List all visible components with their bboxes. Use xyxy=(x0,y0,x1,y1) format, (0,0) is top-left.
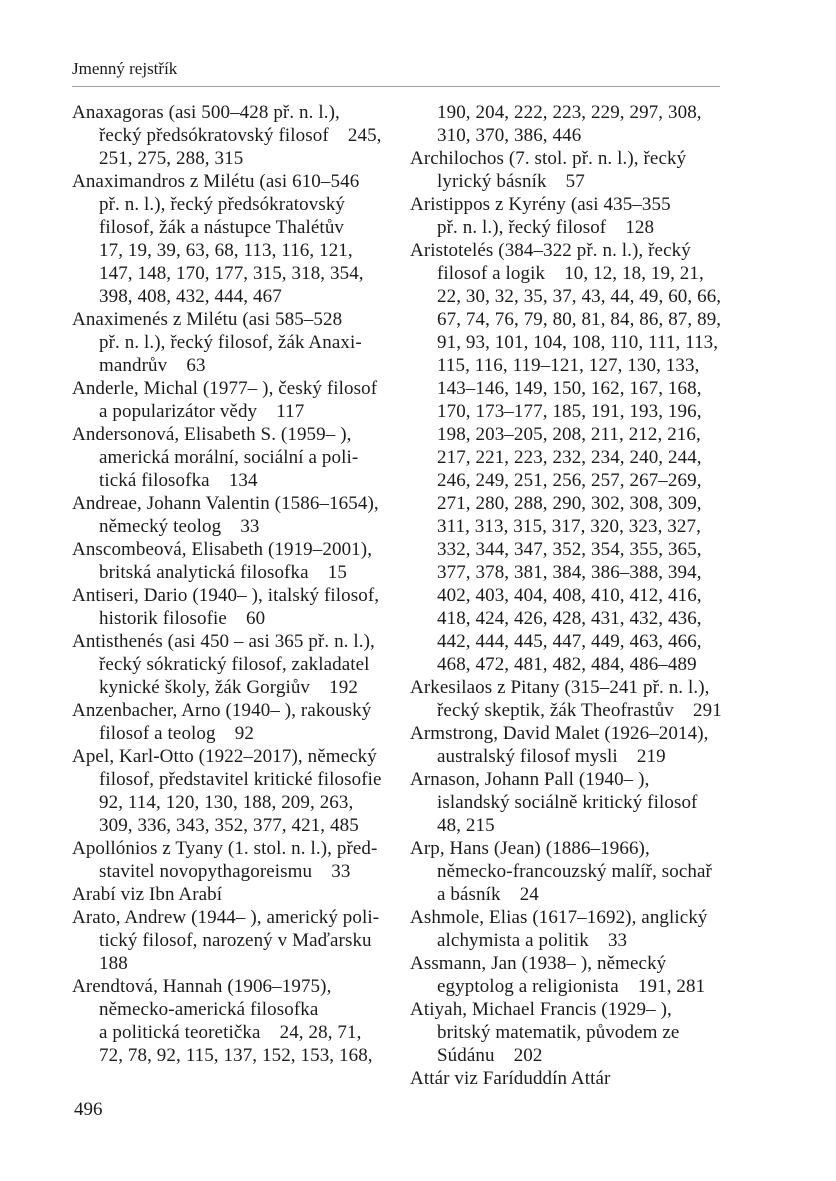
index-entry-line: německo-francouzský malíř, sochař xyxy=(437,861,712,882)
index-entry xyxy=(410,193,750,239)
index-entry-line: 198, 203–205, 208, 211, 212, 216, xyxy=(437,424,701,445)
index-entry-line: 190, 204, 222, 223, 229, 297, 308, xyxy=(437,102,702,123)
index-entry-line: tická filosofka 134 xyxy=(99,470,258,491)
index-entry-line: Andersonová, Elisabeth S. (1959– ), xyxy=(72,424,352,445)
index-entry-line: stavitel novopythagoreismu 33 xyxy=(99,861,351,882)
index-entry-line: 418, 424, 426, 428, 431, 432, 436, xyxy=(437,608,702,629)
index-entry-line: 92, 114, 120, 130, 188, 209, 263, xyxy=(99,792,354,813)
index-entry-line: 377, 378, 381, 384, 386–388, 394, xyxy=(437,562,702,583)
index-entry-line: řecký skeptik, žák Theofrastův 291 xyxy=(437,700,722,721)
index-entry xyxy=(410,768,750,837)
index-entry-line: alchymista a politik 33 xyxy=(437,930,628,951)
header-rule xyxy=(72,86,720,87)
index-entry-line: Aristotelés (384–322 př. n. l.), řecký xyxy=(410,240,691,261)
index-entry-line: 72, 78, 92, 115, 137, 152, 153, 168, xyxy=(99,1045,373,1066)
index-entry-line: 398, 408, 432, 444, 467 xyxy=(99,286,282,307)
index-entry-line: kynické školy, žák Gorgiův 192 xyxy=(99,677,358,698)
index-entry xyxy=(72,699,407,745)
index-entry-line: Antiseri, Dario (1940– ), italský filosof, xyxy=(72,585,380,606)
index-entry xyxy=(72,630,407,699)
index-entry xyxy=(72,101,407,170)
index-entry-line: 468, 472, 481, 482, 484, 486–489 xyxy=(437,654,697,675)
index-entry-line: historik filosofie 60 xyxy=(99,608,266,629)
index-entry-line: Atiyah, Michael Francis (1929– ), xyxy=(410,999,672,1020)
index-entry xyxy=(72,584,407,630)
index-entry-line: Ashmole, Elias (1617–1692), anglický xyxy=(410,907,708,928)
index-entry-line: mandrův 63 xyxy=(99,355,206,376)
index-entry-line: Armstrong, David Malet (1926–2014), xyxy=(410,723,709,744)
index-entry-line: 22, 30, 32, 35, 37, 43, 44, 49, 60, 66, xyxy=(437,286,722,307)
index-entry xyxy=(72,538,407,584)
index-entry xyxy=(410,837,750,906)
index-entry xyxy=(72,975,407,1067)
index-entry-line: filosof a teolog 92 xyxy=(99,723,254,744)
index-entry-line: př. n. l.), řecký filosof 128 xyxy=(437,217,655,238)
index-entry-line: Arato, Andrew (1944– ), americký poli- xyxy=(72,907,380,928)
index-entry-line: 48, 215 xyxy=(437,815,495,836)
index-entry-line: Arnason, Johann Pall (1940– ), xyxy=(410,769,650,790)
index-entry-line: Arp, Hans (Jean) (1886–1966), xyxy=(410,838,650,859)
index-entry-line: řecký předsókratovský filosof 245, xyxy=(99,125,382,146)
index-entry xyxy=(410,147,750,193)
index-entry-line: a básník 24 xyxy=(437,884,539,905)
index-column-left xyxy=(72,101,407,1067)
index-entry-line: a politická teoretička 24, 28, 71, xyxy=(99,1022,362,1043)
index-entry xyxy=(410,676,750,722)
index-entry xyxy=(72,423,407,492)
index-entry-line: 251, 275, 288, 315 xyxy=(99,148,244,169)
index-entry-line: 332, 344, 347, 352, 354, 355, 365, xyxy=(437,539,702,560)
index-entry xyxy=(72,308,407,377)
index-entry-line: britský matematik, původem ze xyxy=(437,1022,680,1043)
index-entry-line: egyptolog a religionista 191, 281 xyxy=(437,976,706,997)
index-entry-line: 271, 280, 288, 290, 302, 308, 309, xyxy=(437,493,702,514)
index-entry-line: filosof, žák a nástupce Thalétův xyxy=(99,217,345,238)
index-entry-line: 246, 249, 251, 256, 257, 267–269, xyxy=(437,470,702,491)
index-entry-line: Aristippos z Kyrény (asi 435–355 xyxy=(410,194,671,215)
index-entry xyxy=(72,837,407,883)
index-entry xyxy=(410,906,750,952)
index-entry xyxy=(72,906,407,975)
index-entry-line: 91, 93, 101, 104, 108, 110, 111, 113, xyxy=(437,332,719,353)
index-entry xyxy=(72,377,407,423)
index-entry-line: 147, 148, 170, 177, 315, 318, 354, xyxy=(99,263,364,284)
index-entry-line: islandský sociálně kritický filosof xyxy=(437,792,698,813)
index-entry xyxy=(410,101,750,147)
index-entry-line: Anderle, Michal (1977– ), český filosof xyxy=(72,378,378,399)
index-entry-line: Súdánu 202 xyxy=(437,1045,543,1066)
index-entry-line: Archilochos (7. stol. př. n. l.), řecký xyxy=(410,148,687,169)
index-entry-line: Apollónios z Tyany (1. stol. n. l.), před- xyxy=(72,838,378,859)
index-entry-line: př. n. l.), řecký filosof, žák Anaxi- xyxy=(99,332,362,353)
index-entry xyxy=(72,492,407,538)
index-entry-line: řecký sókratický filosof, zakladatel xyxy=(99,654,370,675)
index-entry xyxy=(410,239,750,676)
index-entry-line: Arabí viz Ibn Arabí xyxy=(72,884,223,905)
index-entry-line: Anscombeová, Elisabeth (1919–2001), xyxy=(72,539,373,560)
index-entry-line: 170, 173–177, 185, 191, 193, 196, xyxy=(437,401,702,422)
index-entry-line: Anaximenés z Milétu (asi 585–528 xyxy=(72,309,343,330)
index-entry-line: Arendtová, Hannah (1906–1975), xyxy=(72,976,332,997)
index-entry-line: australský filosof mysli 219 xyxy=(437,746,666,767)
index-entry-line: 310, 370, 386, 446 xyxy=(437,125,582,146)
index-entry-line: Andreae, Johann Valentin (1586–1654), xyxy=(72,493,379,514)
index-entry-line: německo-americká filosofka xyxy=(99,999,319,1020)
index-entry-line: americká morální, sociální a poli- xyxy=(99,447,359,468)
index-entry-line: tický filosof, narozený v Maďarsku xyxy=(99,930,372,951)
index-entry xyxy=(72,745,407,837)
index-entry xyxy=(410,952,750,998)
index-entry-line: 115, 116, 119–121, 127, 130, 133, xyxy=(437,355,700,376)
index-entry-line: 442, 444, 445, 447, 449, 463, 466, xyxy=(437,631,702,652)
index-entry-line: německý teolog 33 xyxy=(99,516,260,537)
index-entry-line: a popularizátor vědy 117 xyxy=(99,401,305,422)
page-number: 496 xyxy=(74,1099,103,1120)
index-entry-line: 217, 221, 223, 232, 234, 240, 244, xyxy=(437,447,702,468)
index-entry-line: filosof a logik 10, 12, 18, 19, 21, xyxy=(437,263,704,284)
index-entry xyxy=(410,1067,750,1090)
running-head-title: Jmenný rejstřík xyxy=(72,59,178,78)
index-entry-line: 67, 74, 76, 79, 80, 81, 84, 86, 87, 89, xyxy=(437,309,722,330)
index-entry-line: 311, 313, 315, 317, 320, 323, 327, xyxy=(437,516,701,537)
index-entry-line: 188 xyxy=(99,953,128,974)
index-entry-line: Apel, Karl-Otto (1922–2017), německý xyxy=(72,746,377,767)
index-entry-line: Anaximandros z Milétu (asi 610–546 xyxy=(72,171,360,192)
index-entry-line: 309, 336, 343, 352, 377, 421, 485 xyxy=(99,815,359,836)
index-entry-line: Assmann, Jan (1938– ), německý xyxy=(410,953,667,974)
index-entry-line: lyrický básník 57 xyxy=(437,171,585,192)
index-entry-line: Anaxagoras (asi 500–428 př. n. l.), xyxy=(72,102,340,123)
index-entry-line: 402, 403, 404, 408, 410, 412, 416, xyxy=(437,585,702,606)
index-entry-line: př. n. l.), řecký předsókratovský xyxy=(99,194,346,215)
index-entry xyxy=(410,722,750,768)
index-entry-line: 143–146, 149, 150, 162, 167, 168, xyxy=(437,378,702,399)
index-entry-line: Antisthenés (asi 450 – asi 365 př. n. l.), xyxy=(72,631,375,652)
index-entry-line: britská analytická filosofka 15 xyxy=(99,562,347,583)
index-entry xyxy=(72,170,407,308)
index-entry-line: Anzenbacher, Arno (1940– ), rakouský xyxy=(72,700,372,721)
index-entry-line: filosof, představitel kritické filosofie xyxy=(99,769,382,790)
index-entry-line: 17, 19, 39, 63, 68, 113, 116, 121, xyxy=(99,240,353,261)
index-entry xyxy=(410,998,750,1067)
index-entry xyxy=(72,883,407,906)
index-entry-line: Attár viz Faríduddín Attár xyxy=(410,1068,611,1089)
index-column-right xyxy=(410,101,750,1090)
index-entry-line: Arkesilaos z Pitany (315–241 př. n. l.), xyxy=(410,677,710,698)
